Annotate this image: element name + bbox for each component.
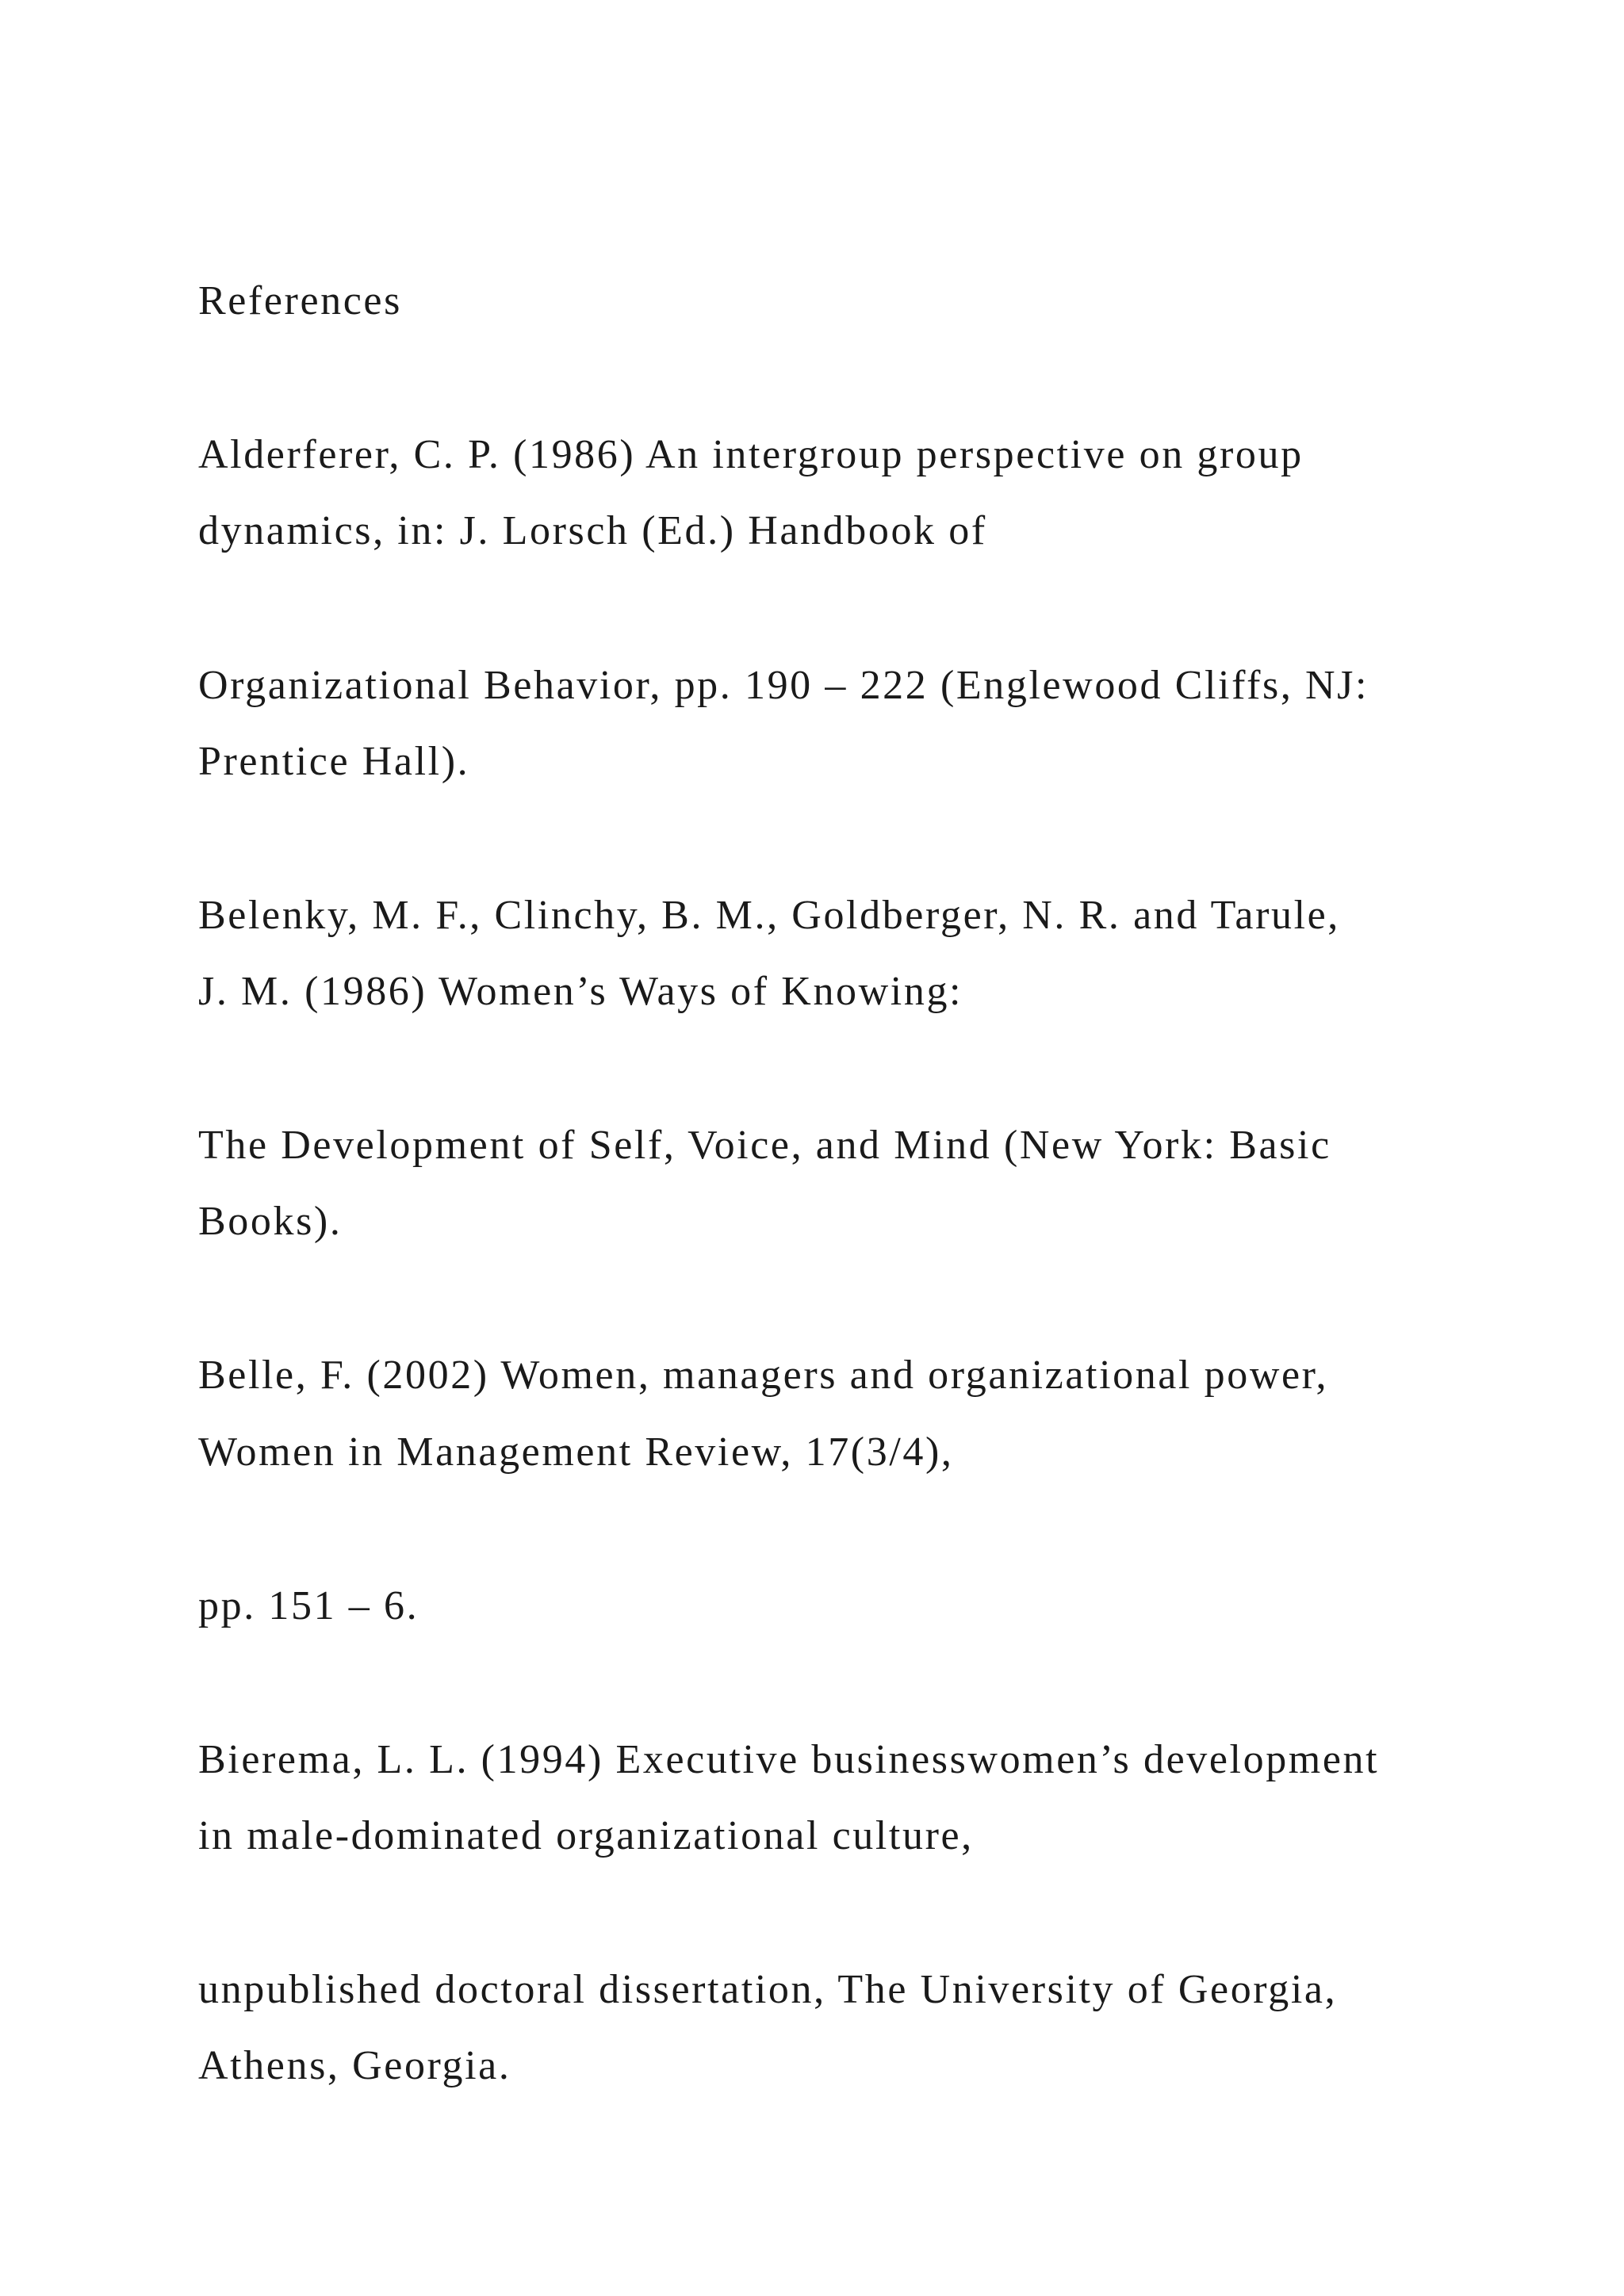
reference-line: Athens, Georgia.: [198, 2043, 511, 2088]
reference-line: The Development of Self, Voice, and Mind (New York: Basic: [198, 1123, 1331, 1168]
reference-line: J. M. (1986) Women’s Ways of Knowing:: [198, 969, 963, 1014]
reference-line: Belenky, M. F., Clinchy, B. M., Goldberger, N. R. and Tarule,: [198, 893, 1340, 938]
references-heading: References: [198, 278, 402, 323]
reference-line: dynamics, in: J. Lorsch (Ed.) Handbook of: [198, 508, 987, 553]
reference-line: Alderferer, C. P. (1986) An intergroup perspective on group: [198, 432, 1304, 477]
reference-line: unpublished doctoral dissertation, The University of Georgia,: [198, 1967, 1338, 2012]
reference-line: Belle, F. (2002) Women, managers and organizational power,: [198, 1353, 1329, 1398]
reference-line: pp. 151 – 6.: [198, 1583, 419, 1628]
reference-line: Women in Management Review, 17(3/4),: [198, 1429, 954, 1475]
reference-line: Bierema, L. L. (1994) Executive businesswomen’s development: [198, 1737, 1380, 1782]
reference-line: Prentice Hall).: [198, 739, 470, 784]
reference-line: in male-dominated organizational culture,: [198, 1813, 974, 1858]
reference-line: Books).: [198, 1199, 343, 1244]
reference-line: Organizational Behavior, pp. 190 – 222 (Englewood Cliffs, NJ:: [198, 663, 1369, 708]
